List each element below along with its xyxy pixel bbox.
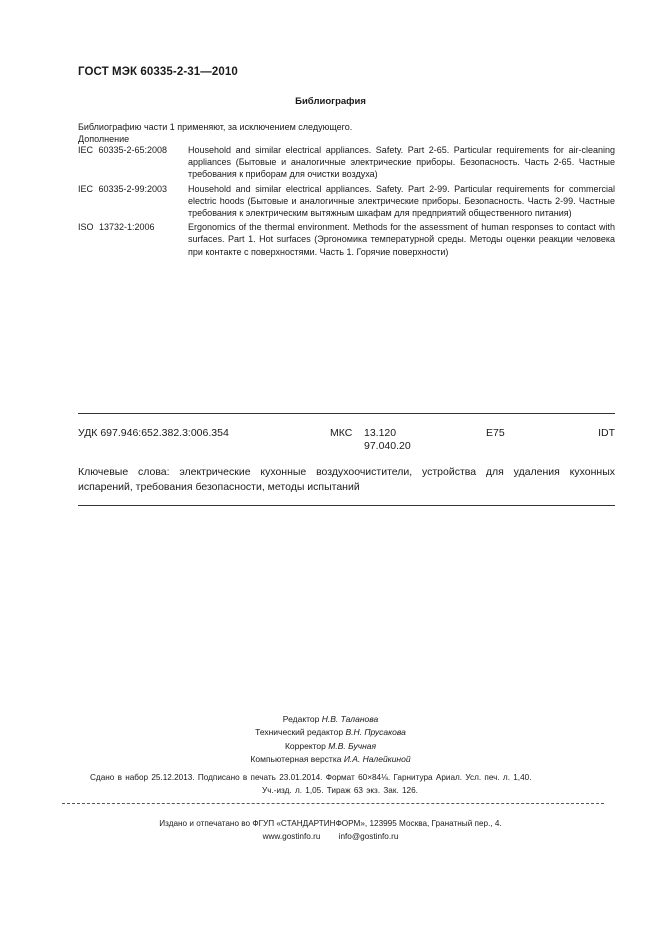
addendum-label: Дополнение bbox=[78, 134, 130, 144]
reference-code: IEC 60335-2-65:2008 bbox=[78, 145, 168, 155]
reference-title: Ergonomics of the thermal environment. Methods for the assessment of human responses to contact with surfaces. Part 1. Hot surfaces (Эргономика температурной среды. Методы оценки реакции человека при контакте с поверхностями. Часть 1. Горячие поверхности) bbox=[188, 222, 615, 257]
staff-line bbox=[0, 740, 661, 753]
mks-value: 97.040.20 bbox=[364, 440, 411, 452]
publisher-info bbox=[0, 818, 661, 843]
publisher-website[interactable]: www.gostinfo.ru bbox=[262, 831, 321, 841]
equivalence-degree: IDT bbox=[598, 427, 615, 439]
staff-credits bbox=[0, 713, 661, 766]
bibliography-heading: Библиография bbox=[295, 96, 366, 107]
reference-code: IEC 60335-2-99:2003 bbox=[78, 183, 168, 194]
staff-name: И.А. Налейкиной bbox=[343, 753, 411, 764]
document-title: ГОСТ МЭК 60335-2-31—2010 bbox=[78, 66, 238, 78]
imprint-line: Сдано в набор 25.12.2013. Подписано в печать 23.01.2014. Формат 60×84⅛. Гарнитура Ариал. Усл. печ. л. 1,40. bbox=[90, 773, 532, 782]
bibliography-intro: Библиографию части 1 применяют, за исключением следующего. bbox=[78, 122, 353, 132]
dashed-divider bbox=[62, 803, 604, 804]
reference-code: ISO 13732-1:2006 bbox=[78, 222, 155, 233]
staff-line bbox=[0, 753, 661, 766]
publisher-address: Издано и отпечатано во ФГУП «СТАНДАРТИНФОРМ», 123995 Москва, Гранатный пер., 4. bbox=[159, 819, 502, 828]
mks-label: МКС bbox=[330, 427, 353, 439]
staff-role: Корректор bbox=[284, 740, 326, 751]
divider-bottom bbox=[78, 505, 615, 506]
reference-title: Household and similar electrical appliances. Safety. Part 2-99. Particular requirements for commercial electric hoods (Бытовые и аналогичные электрические приборы. Безопасность. Часть 2-99. Частные требования к электрическим вытяжным шкафам для предприятий общественного питания) bbox=[188, 183, 615, 219]
imprint-line: Уч.-изд. л. 1,05. Тираж 63 экз. Зак. 126. bbox=[262, 785, 418, 795]
reference-item bbox=[78, 144, 615, 181]
publisher-contacts bbox=[0, 831, 661, 844]
okp-code: Е75 bbox=[486, 427, 505, 439]
reference-item bbox=[78, 183, 615, 220]
staff-name: Н.В. Таланова bbox=[321, 714, 379, 724]
staff-role: Редактор bbox=[282, 714, 320, 724]
reference-item bbox=[78, 221, 615, 258]
staff-line bbox=[0, 713, 661, 726]
staff-line bbox=[0, 726, 661, 739]
keywords: Ключевые слова: электрические кухонные воздухоочистители, устройства для удаления кухонных испарений, требования безопасности, методы испытаний bbox=[78, 466, 615, 493]
staff-role: Технический редактор bbox=[255, 727, 344, 738]
publisher-email[interactable]: info@gostinfo.ru bbox=[338, 831, 399, 841]
udk-code: УДК 697.946:652.382.3:006.354 bbox=[78, 427, 229, 439]
staff-name: М.В. Бучная bbox=[328, 740, 377, 751]
staff-role: Компьютерная верстка bbox=[250, 753, 342, 764]
staff-name: В.Н. Прусакова bbox=[345, 727, 406, 738]
reference-list bbox=[78, 144, 615, 260]
mks-value: 13.120 bbox=[364, 427, 397, 439]
mks-values bbox=[364, 427, 411, 453]
classification-row bbox=[78, 427, 615, 457]
divider-top bbox=[78, 413, 615, 414]
reference-title: Household and similar electrical appliances. Safety. Part 2-65. Particular requirements for air-cleaning appliances (Бытовые и аналогичные электрические приборы. Безопасность. Часть 2-65. Частные требования к приборам для очистки воздуха) bbox=[188, 145, 615, 180]
